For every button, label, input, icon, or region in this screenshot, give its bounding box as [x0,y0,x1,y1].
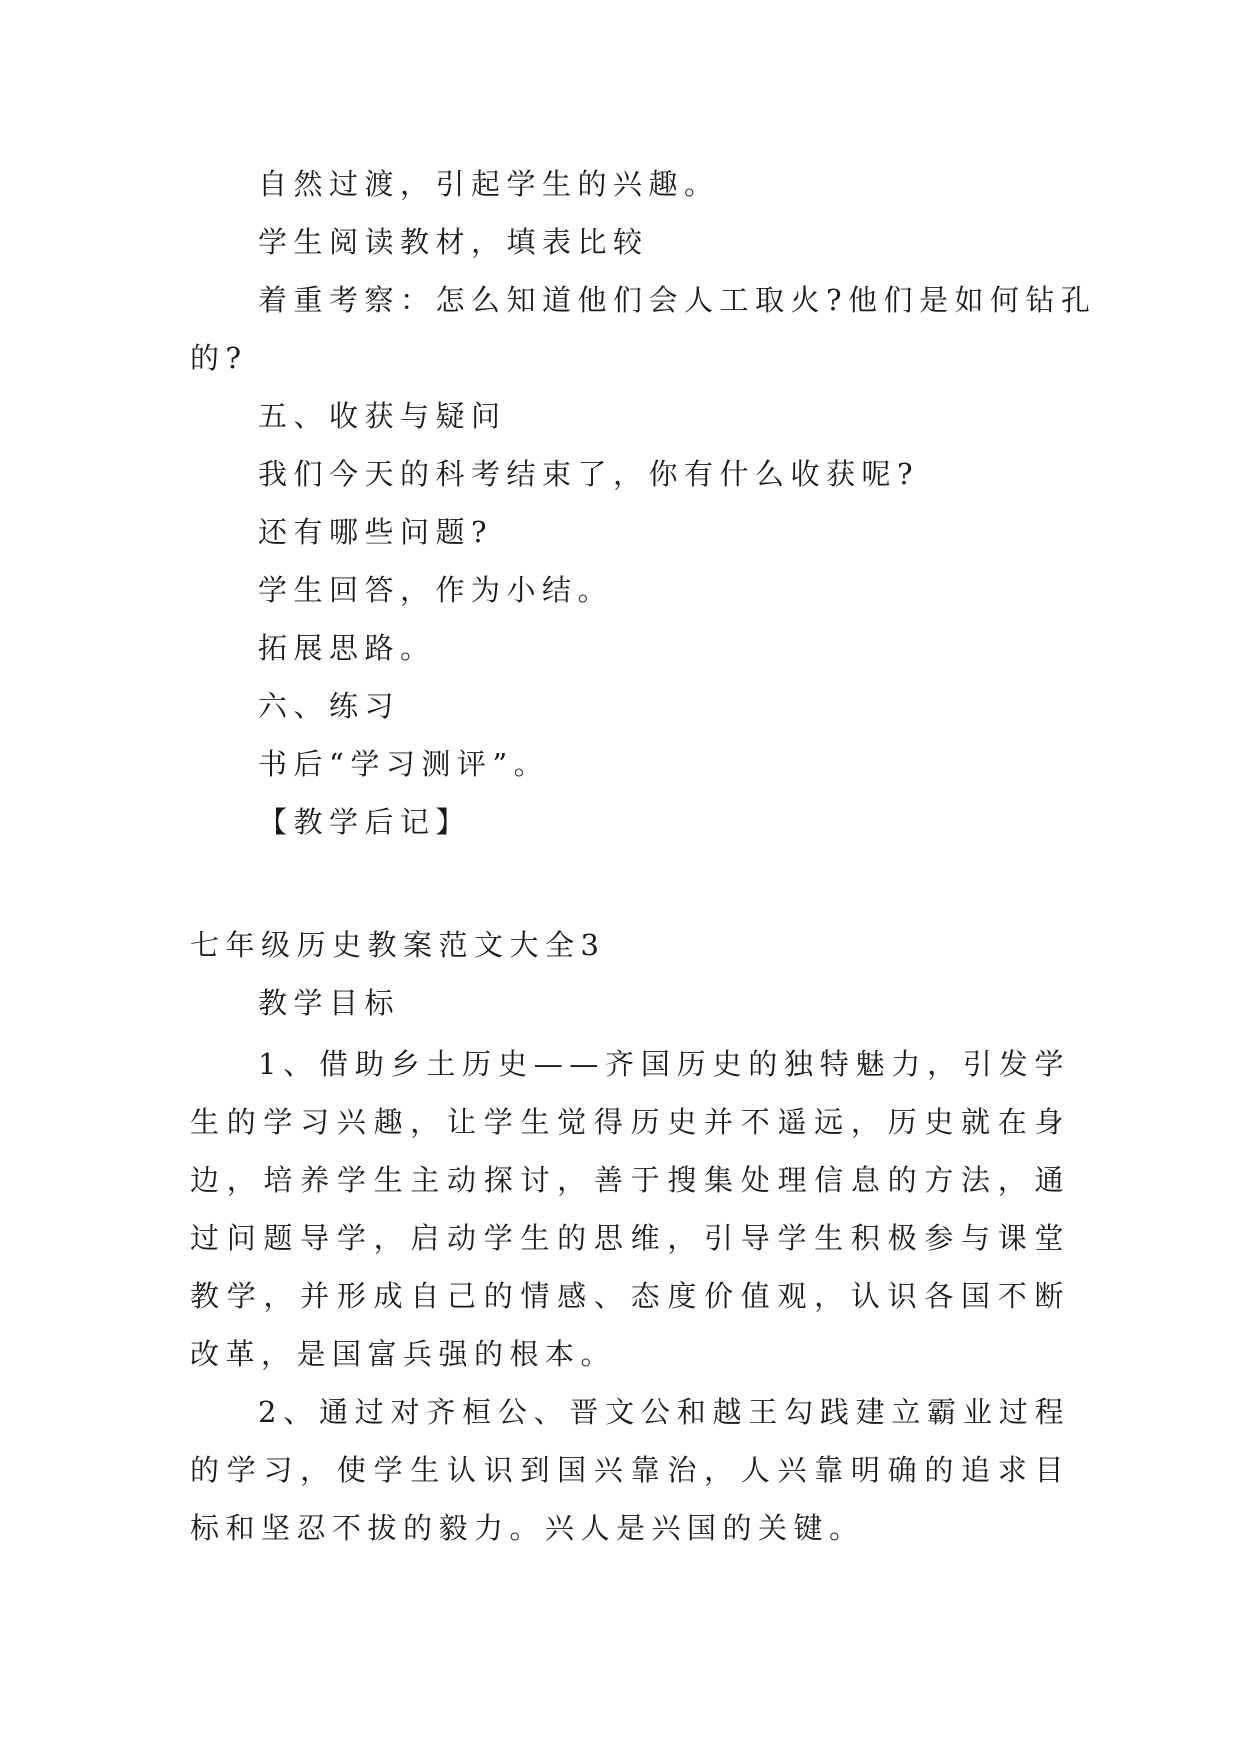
document-section-title: 七年级历史教案范文大全3 [190,928,606,962]
section-heading-5: 五、收获与疑问 [258,399,507,433]
teaching-notes-heading: 【教学后记】 [258,805,472,839]
teaching-goals-heading: 教学目标 [258,986,401,1020]
text-line: 拓展思路。 [258,631,436,665]
text-line: 我们今天的科考结束了，你有什么收获呢? [258,457,920,491]
text-line: 的? [190,341,248,375]
section-heading-6: 六、练习 [258,689,401,723]
text-line: 书后“学习测评”。 [258,747,550,781]
text-line: 学生阅读教材，填表比较 [258,225,649,259]
text-line: 着重考察：怎么知道他们会人工取火?他们是如何钻孔 [258,283,1097,317]
text-line: 学生回答，作为小结。 [258,573,614,607]
text-line: 还有哪些问题? [258,515,494,549]
paragraph-goal-2: 2、通过对齐桓公、晋文公和越王勾践建立霸业过程的学习，使学生认识到国兴靠治，人兴靠明确的追求目标和坚忍不拔的毅力。兴人是兴国的关键。 [190,1395,1070,1545]
paragraph-goal-1: 1、借助乡土历史——齐国历史的独特魅力，引发学生的学习兴趣，让学生觉得历史并不遥远，历史就在身边，培养学生主动探讨，善于搜集处理信息的方法，通过问题导学，启动学生的思维，引导学生积极参与课堂教学，并形成自己的情感、态度价值观，认识各国不断改革，是国富兵强的根本。 [190,1047,1070,1371]
text-line: 自然过渡，引起学生的兴趣。 [258,167,720,201]
